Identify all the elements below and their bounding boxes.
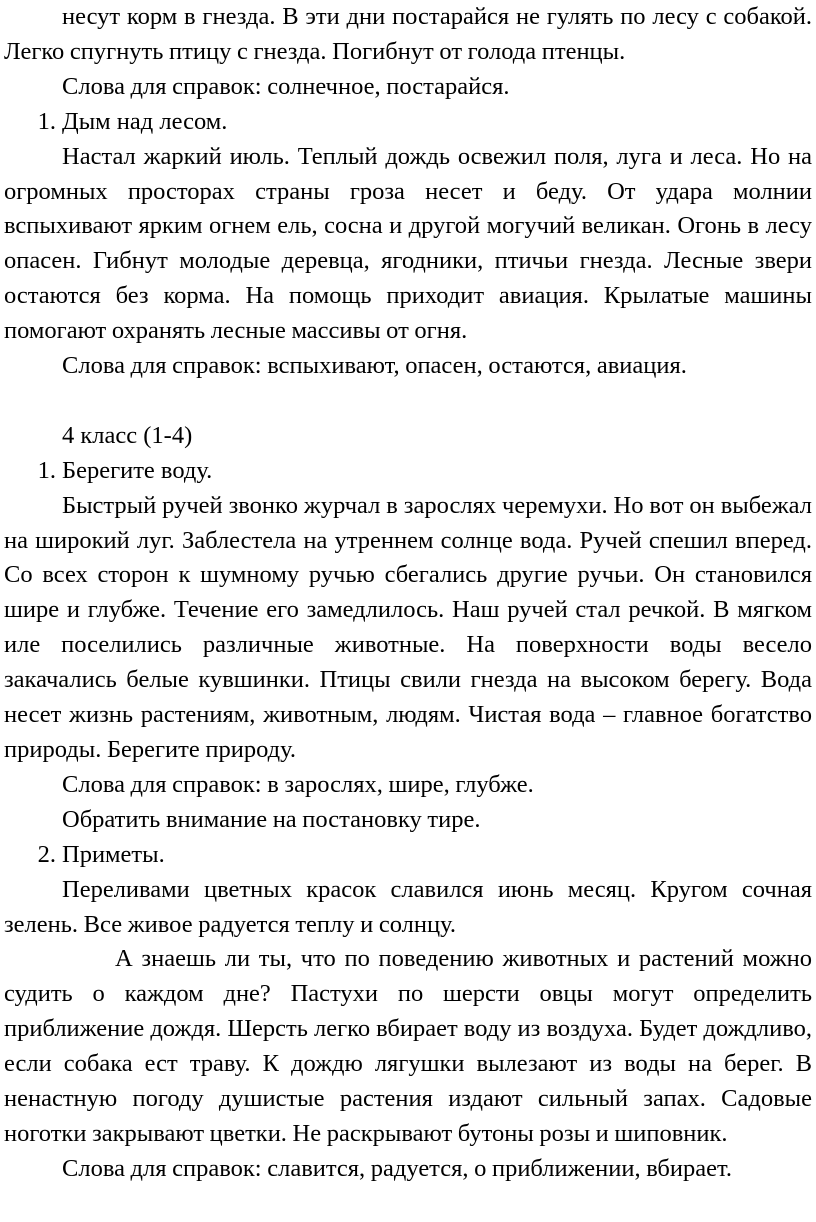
dictation-text-signs-intro: Переливами цветных красок славился июнь месяц. Кругом сочная зелень. Все живое радуется теплу и солнцу.	[4, 875, 812, 938]
dictation-item-water	[4, 454, 812, 489]
reference-words-water: Слова для справок: в зарослях, шире, глубже.	[62, 770, 534, 798]
item-number: 1.	[37, 107, 56, 135]
intro-reference-words: Слова для справок: солнечное, постарайся.	[62, 72, 510, 100]
reference-words-smoke: Слова для справок: вспыхивают, опасен, остаются, авиация.	[62, 352, 687, 380]
teacher-note: Обратить внимание на постановку тире.	[62, 805, 481, 833]
dictation-text-signs-main: А знаешь ли ты, что по поведению животных и растений можно судить о каждом дне? Пастухи по шерсти овцы могут определить приближение дождя. Шерсть легко вбирает воду из воздуха. Будет дождливо, если собака ест траву. К дождю лягушки вылезают из воды на берег. В ненастную погоду душистые растения издают сильный запах. Садовые ноготки закрывают цветки. Не раскрывают бутоны розы и шиповник.	[4, 945, 812, 1147]
reference-words-signs: Слова для справок: славится, радуется, о приближении, вбирает.	[62, 1154, 732, 1182]
item-number: 1.	[37, 456, 56, 484]
dictation-item-smoke	[4, 105, 812, 140]
dictation-text-water: Быстрый ручей звонко журчал в зарослях черемухи. Но вот он выбежал на широкий луг. Заблестела на утреннем солнце вода. Ручей спешил вперед. Со всех сторон к шумному ручью сбегались другие ручьи. Он становился шире и глубже. Течение его замедлилось. Наш ручей стал речкой. В мягком иле поселились различные животные. На поверхности воды весело закачались белые кувшинки. Птицы свили гнезда на высоком берегу. Вода несет жизнь растениям, животным, людям. Чистая вода – главное богатство природы. Берегите природу.	[4, 491, 812, 764]
item-title: Приметы.	[62, 840, 165, 868]
item-title: Дым над лесом.	[62, 107, 228, 135]
spacer	[4, 384, 812, 419]
dictation-item-signs	[4, 838, 812, 873]
intro-paragraph: несут корм в гнезда. В эти дни постарайся не гулять по лесу с собакой. Легко спугнуть птицу с гнезда. Погибнут от голода птенцы.	[4, 3, 812, 65]
grade-heading: 4 класс (1-4)	[62, 421, 193, 449]
item-title: Берегите воду.	[62, 456, 213, 484]
item-number: 2.	[37, 840, 56, 868]
dictation-text-smoke: Настал жаркий июль. Теплый дождь освежил поля, луга и леса. Но на огромных просторах страны гроза несет и беду. От удара молнии вспыхивают ярким огнем ель, сосна и другой могучий великан. Огонь в лесу опасен. Гибнут молодые деревца, ягодники, птичьи гнезда. Лесные звери остаются без корма. На помощь приходит авиация. Крылатые машины помогают охранять лесные массивы от огня.	[4, 142, 812, 345]
